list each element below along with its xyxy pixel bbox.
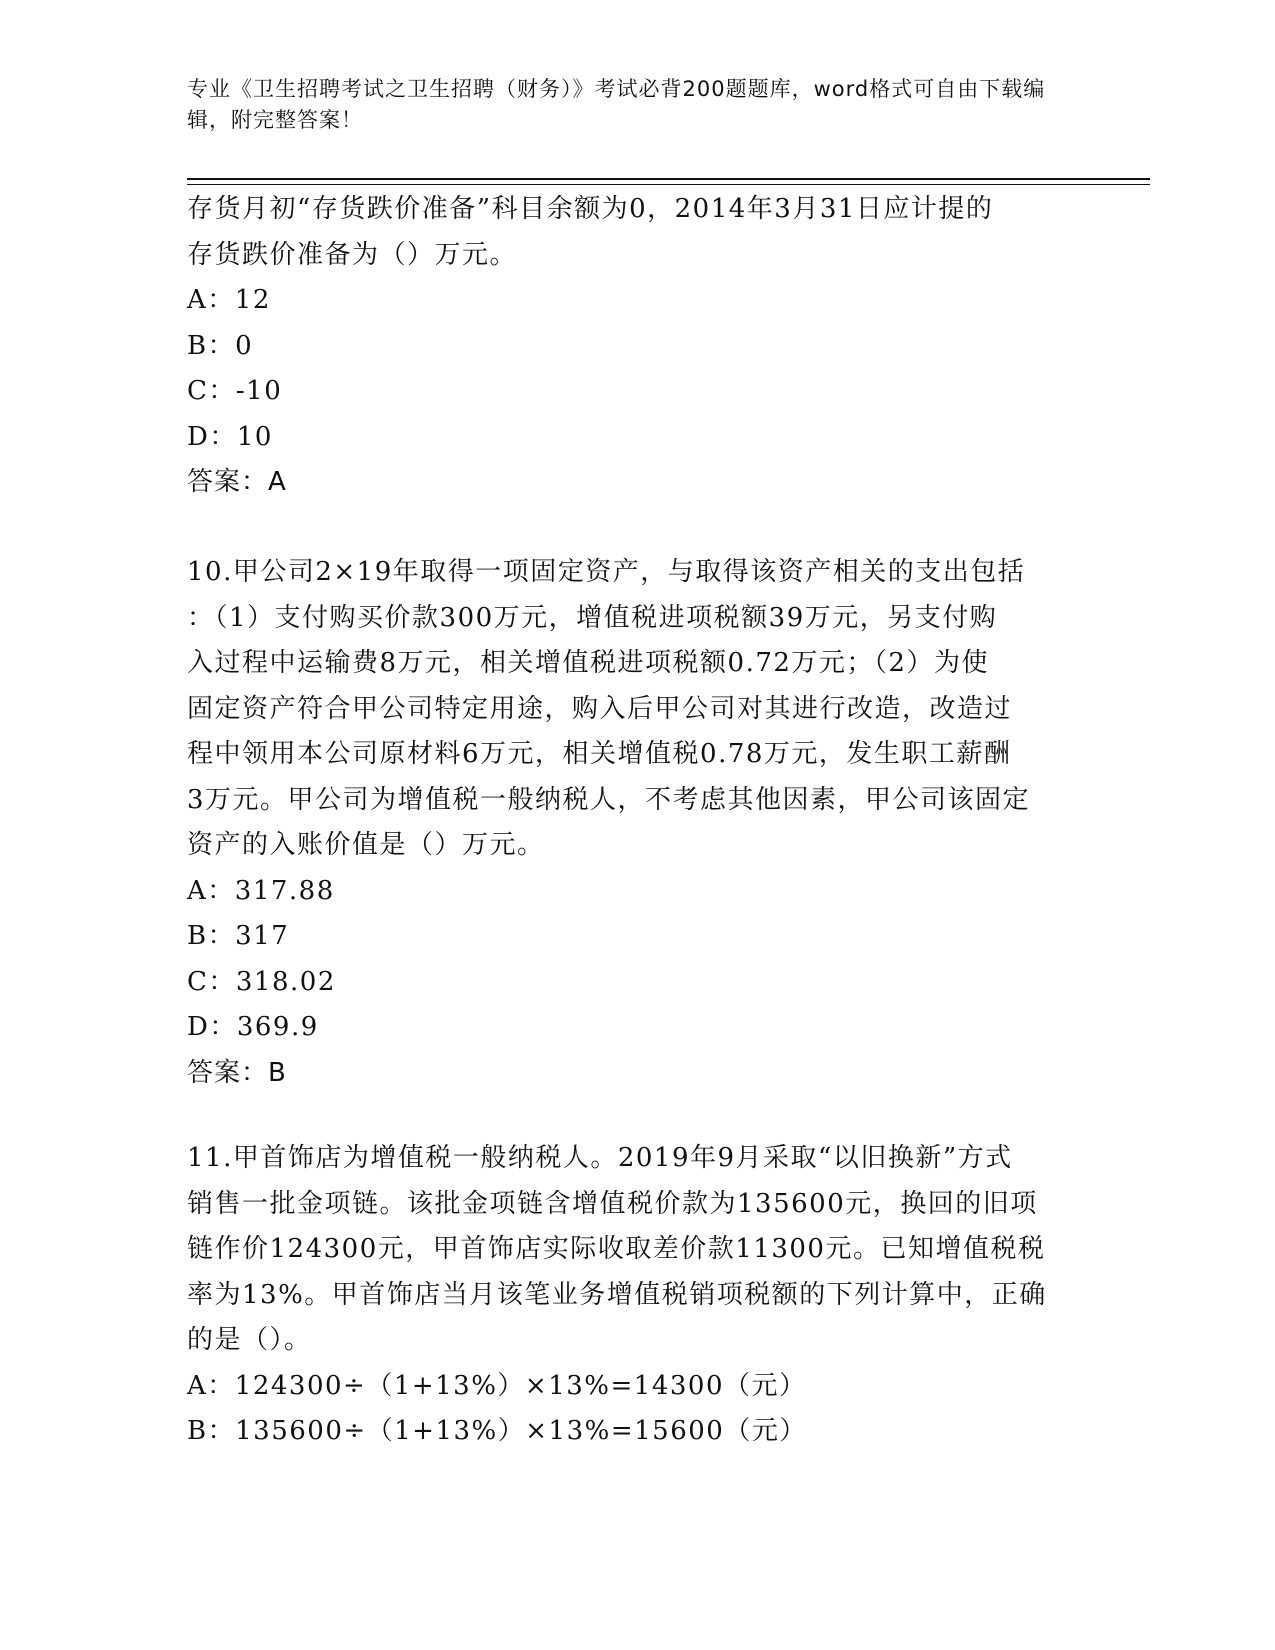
option-a: A：317.88 bbox=[187, 875, 335, 906]
option-b: B：317 bbox=[187, 921, 290, 951]
question-9-fragment bbox=[187, 187, 1087, 505]
question-stem-line: 销售一批金项链。该批金项链含增值税价款为135600元，换回的旧项 bbox=[187, 1188, 1038, 1219]
option-d: D：369.9 bbox=[187, 1012, 319, 1042]
question-stem-line: 10.甲公司2×19年取得一项固定资产，与取得该资产相关的支出包括 bbox=[187, 557, 1026, 587]
question-stem bbox=[187, 1136, 1087, 1364]
document-header-title: 专业《卫生招聘考试之卫生招聘（财务）》考试必背200题题库，word格式可自由下载编辑，附完整答案！ bbox=[187, 77, 1046, 132]
question-stem-line: 率为13%。甲首饰店当月该笔业务增值税销项税额的下列计算中，正确 bbox=[187, 1279, 1047, 1310]
question-stem bbox=[187, 187, 1087, 278]
question-stem-line: 程中领用本公司原材料6万元，相关增值税0.78万元，发生职工薪酬 bbox=[187, 739, 1012, 769]
question-stem-line: 存货跌价准备为（）万元。 bbox=[187, 239, 518, 270]
option-b: B：0 bbox=[187, 330, 254, 361]
option-b: B：135600÷（1+13%）×13%=15600（元） bbox=[187, 1416, 807, 1446]
option-c: C：-10 bbox=[187, 376, 283, 406]
question-stem-line: 入过程中运输费8万元，相关增值税进项税额0.72万元；（2）为使 bbox=[187, 648, 989, 678]
question-stem-line: 资产的入账价值是（）万元。 bbox=[187, 830, 545, 860]
answer-line: 答案：A bbox=[187, 467, 287, 497]
question-stem-line: ：（1）支付购买价款300万元，增值税进项税额39万元，另支付购 bbox=[187, 602, 998, 633]
question-stem-line: 存货月初“存货跌价准备”科目余额为0，2014年3月31日应计提的 bbox=[187, 194, 994, 224]
question-stem-line: 的是（）。 bbox=[187, 1325, 312, 1355]
question-stem-line: 11.甲首饰店为增值税一般纳税人。2019年9月采取“以旧换新”方式 bbox=[187, 1143, 1013, 1173]
option-a: A：124300÷（1+13%）×13%=14300（元） bbox=[187, 1370, 807, 1401]
question-stem-line: 固定资产符合甲公司特定用途，购入后甲公司对其进行改造，改造过 bbox=[187, 693, 1013, 724]
question-10 bbox=[187, 550, 1087, 1096]
question-stem-line: 3万元。甲公司为增值税一般纳税人，不考虑其他因素，甲公司该固定 bbox=[187, 784, 1031, 815]
option-a: A：12 bbox=[187, 285, 271, 315]
option-d: D：10 bbox=[187, 421, 273, 452]
question-11 bbox=[187, 1136, 1087, 1455]
option-c: C：318.02 bbox=[187, 966, 336, 997]
question-stem bbox=[187, 550, 1087, 869]
answer-line: 答案：B bbox=[187, 1057, 287, 1088]
document-header bbox=[187, 74, 1067, 136]
question-stem-line: 链作价124300元，甲首饰店实际收取差价款11300元。已知增值税税 bbox=[187, 1234, 1046, 1264]
header-divider bbox=[187, 178, 1150, 185]
